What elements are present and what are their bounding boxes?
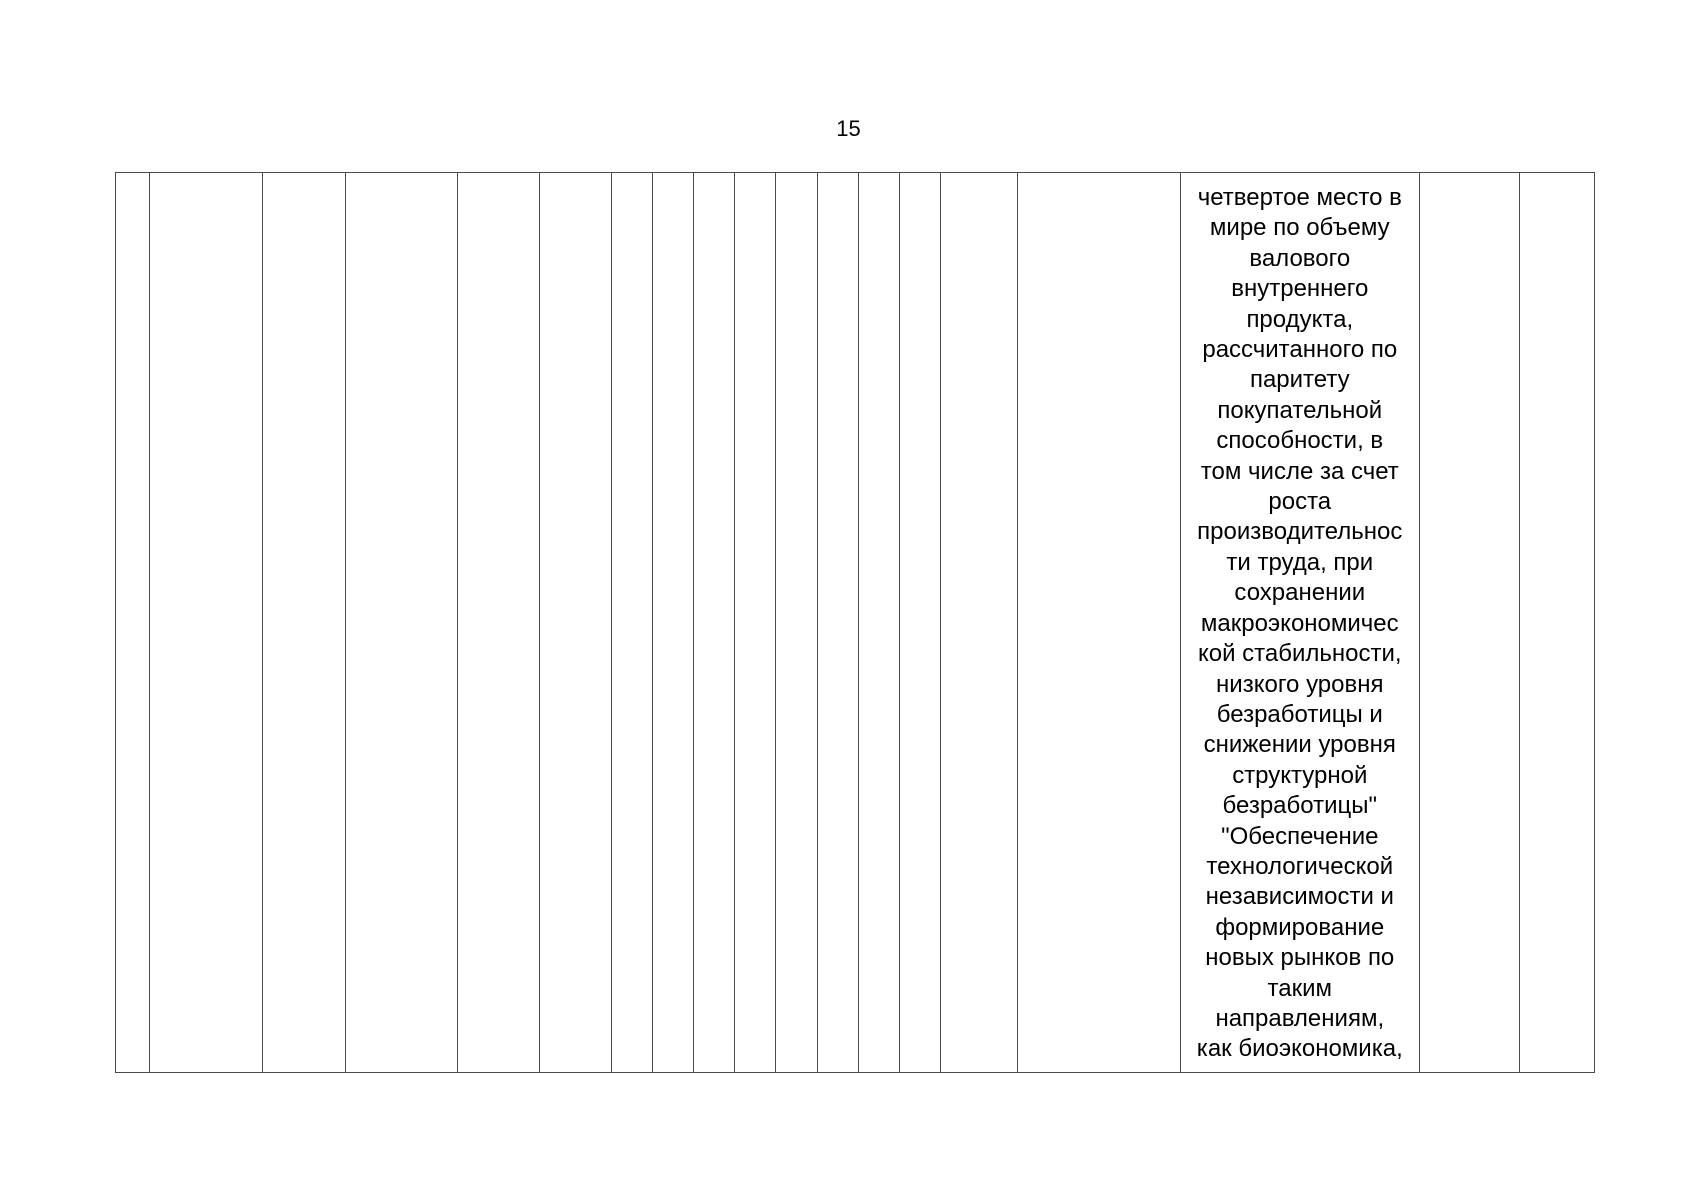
text-line: безработицы и xyxy=(1216,700,1383,728)
text-line: низкого уровня xyxy=(1216,670,1384,698)
table-cell-16 xyxy=(1017,173,1180,1073)
text-line: рассчитанного по xyxy=(1202,336,1398,364)
table-cell-15 xyxy=(941,173,1017,1073)
table-cell-3 xyxy=(262,173,345,1073)
text-line: покупательной xyxy=(1217,396,1383,424)
table-cell-9 xyxy=(694,173,735,1073)
text-line: валового xyxy=(1249,244,1351,272)
text-line: независимости и xyxy=(1205,883,1394,911)
table-cell-7 xyxy=(611,173,652,1073)
text-line: внутреннего xyxy=(1231,275,1369,303)
text-line: структурной xyxy=(1232,761,1368,789)
table-cell-18 xyxy=(1419,173,1520,1073)
text-line: таким xyxy=(1267,974,1333,1002)
text-line: паритету xyxy=(1249,366,1350,394)
text-line: сохранении xyxy=(1234,579,1366,607)
text-line: технологической xyxy=(1206,852,1394,880)
table-row xyxy=(116,173,1595,1073)
table-cell-4 xyxy=(346,173,458,1073)
table-cell-text xyxy=(1180,173,1419,1073)
text-line: кой стабильности, xyxy=(1197,640,1402,668)
text-line: мире по объему xyxy=(1209,214,1390,242)
document-table xyxy=(115,172,1595,1073)
table-cell-13 xyxy=(858,173,899,1073)
table-cell-14 xyxy=(900,173,941,1073)
table-cell-8 xyxy=(652,173,693,1073)
text-line: снижении уровня xyxy=(1203,731,1396,759)
table-cell-1 xyxy=(116,173,150,1073)
text-line: направлениям, xyxy=(1215,1004,1385,1032)
text-line: роста xyxy=(1268,488,1332,516)
text-line: производительнос xyxy=(1197,518,1403,546)
text-line: новых рынков по xyxy=(1205,944,1395,972)
table-cell-2 xyxy=(150,173,263,1073)
table-cell-19 xyxy=(1520,173,1595,1073)
text-line: как биоэкономика, xyxy=(1196,1035,1403,1063)
text-line: продукта, xyxy=(1246,305,1354,333)
text-line: четвертое место в xyxy=(1197,184,1402,211)
text-line: способности, в xyxy=(1216,427,1384,455)
text-line: ти труда, при xyxy=(1226,548,1374,576)
text-line: макроэкономичес xyxy=(1200,609,1399,637)
text-line: формирование xyxy=(1215,913,1385,941)
table-cell-11 xyxy=(776,173,817,1073)
table-cell-12 xyxy=(817,173,858,1073)
text-line: "Обеспечение xyxy=(1221,822,1379,850)
text-line: том числе за счет xyxy=(1200,457,1399,485)
table-cell-5 xyxy=(457,173,539,1073)
page-number: 15 xyxy=(836,116,861,141)
text-line: безработицы" xyxy=(1222,792,1378,820)
table-cell-10 xyxy=(735,173,776,1073)
table-cell-6 xyxy=(540,173,611,1073)
